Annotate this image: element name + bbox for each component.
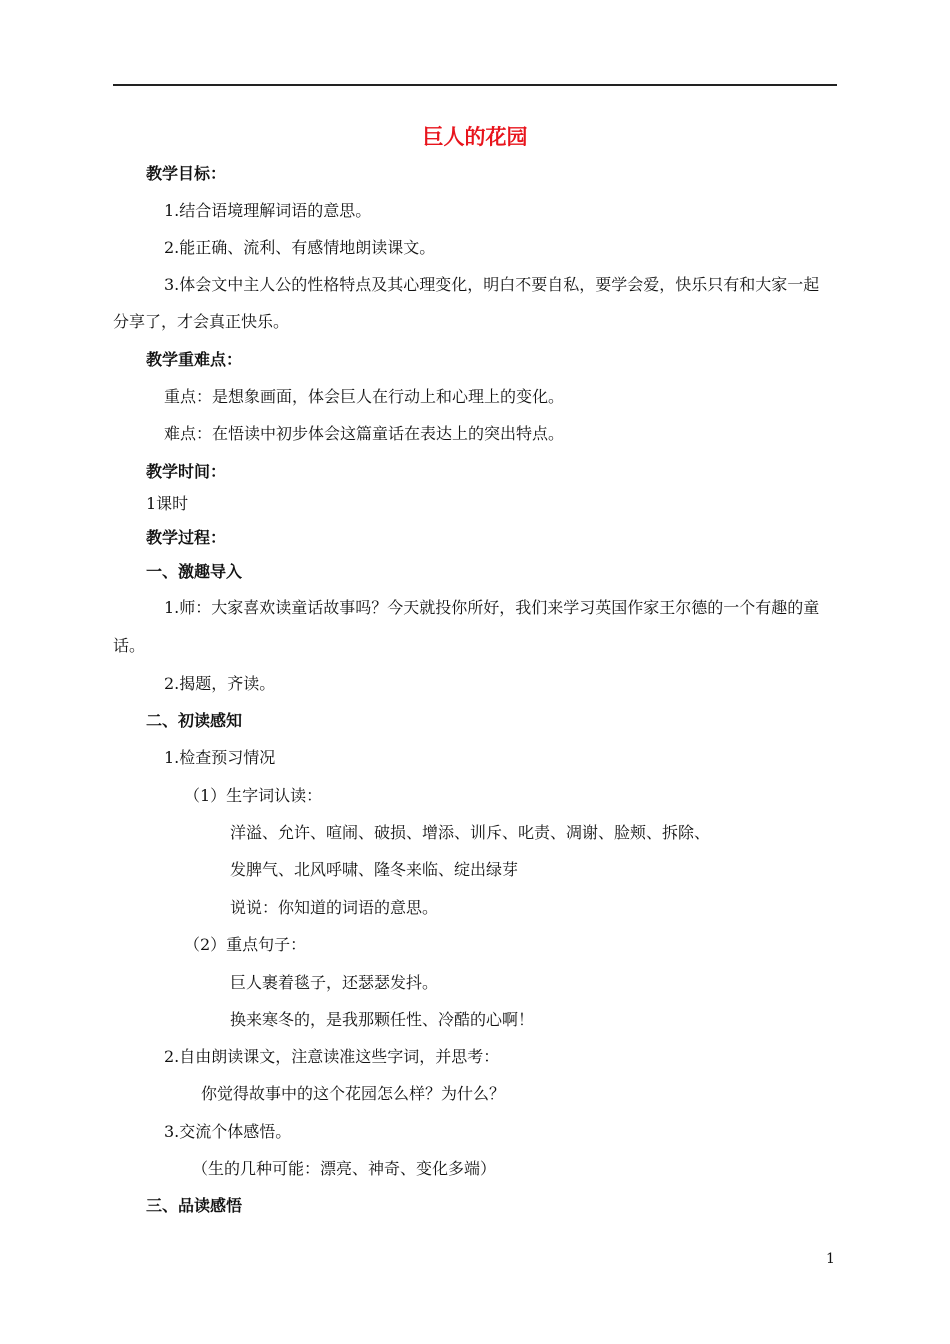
heading-key-points: 教学重难点： [146, 350, 243, 369]
header-rule [113, 84, 837, 86]
key-sentence: 换来寒冬的，是我那颗任性、冷酷的心啊！ [230, 1010, 535, 1029]
sub-item: （2）重点句子： [184, 935, 307, 954]
list-item: 2.自由朗读课文，注意读准这些字词，并思考： [164, 1047, 500, 1066]
key-point-focus: 重点：是想象画面，体会巨人在行动上和心理上的变化。 [164, 387, 565, 406]
goal-item: 2.能正确、流利、有感情地朗读课文。 [164, 238, 436, 257]
section-heading: 二、初读感知 [146, 711, 243, 730]
goal-item: 3.体会文中主人公的性格特点及其心理变化，明白不要自私，要学会爱，快乐只有和大家一起 [164, 275, 820, 294]
section-heading: 一、激趣导入 [146, 562, 243, 581]
list-item: 2.揭题，齐读。 [164, 674, 276, 693]
list-item-continuation: 话。 [113, 636, 146, 655]
document-title: 巨人的花园 [422, 125, 528, 149]
list-item: 1.检查预习情况 [164, 748, 276, 767]
sub-item: （1）生字词认读： [184, 786, 323, 805]
page-number: 1 [826, 1251, 835, 1267]
time-value: 1课时 [146, 494, 189, 513]
goal-item: 1.结合语境理解词语的意思。 [164, 201, 372, 220]
list-item: 1.师：大家喜欢读童话故事吗？今天就投你所好，我们来学习英国作家王尔德的一个有趣的童 [164, 598, 820, 617]
heading-process: 教学过程： [146, 528, 227, 547]
word-note: 说说：你知道的词语的意思。 [230, 898, 439, 917]
key-sentence: 巨人裹着毯子，还瑟瑟发抖。 [230, 973, 439, 992]
heading-goals: 教学目标： [146, 164, 227, 183]
possibilities-text: （生的几种可能：漂亮、神奇、变化多端） [192, 1159, 497, 1178]
heading-time: 教学时间： [146, 462, 227, 481]
question-text: 你觉得故事中的这个花园怎么样？为什么？ [201, 1084, 506, 1103]
goal-item-continuation: 分享了，才会真正快乐。 [113, 312, 290, 331]
key-point-difficulty: 难点：在悟读中初步体会这篇童话在表达上的突出特点。 [164, 424, 565, 443]
section-heading: 三、品读感悟 [146, 1196, 243, 1215]
word-list: 发脾气、北风呼啸、隆冬来临、绽出绿芽 [230, 860, 519, 879]
list-item: 3.交流个体感悟。 [164, 1122, 292, 1141]
word-list: 洋溢、允许、喧闹、破损、增添、训斥、叱责、凋谢、脸颊、拆除、 [230, 823, 711, 842]
